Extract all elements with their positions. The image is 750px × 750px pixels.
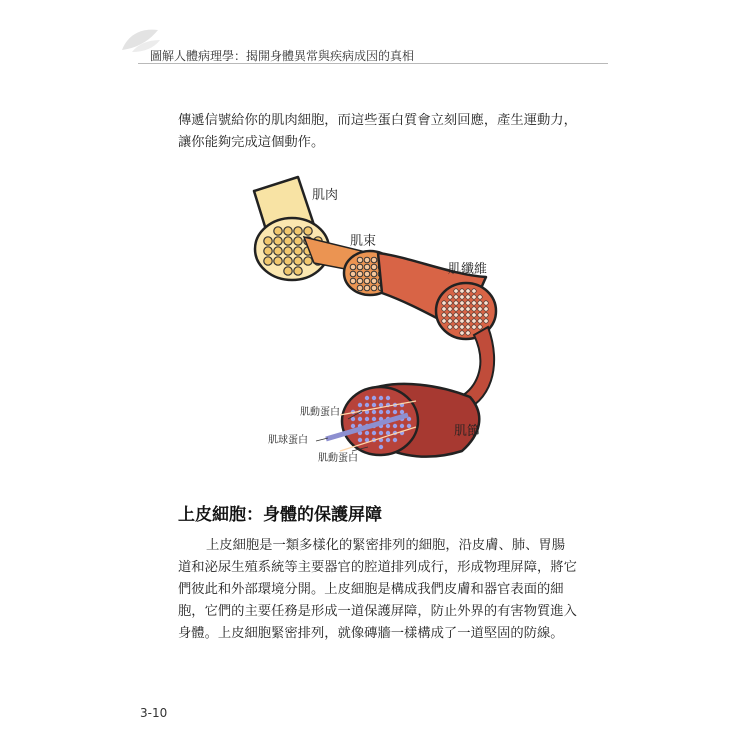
intro-paragraph: 傳遞信號給你的肌肉細胞，而這些蛋白質會立刻回應，產生運動力，讓你能夠完成這個動作。 bbox=[178, 113, 577, 150]
label-actin-top: 肌動蛋白 bbox=[300, 407, 340, 418]
label-sarcomere: 肌節 bbox=[454, 424, 481, 439]
label-actin-bottom: 肌動蛋白 bbox=[318, 453, 358, 464]
section-heading: 上皮細胞：身體的保護屏障 bbox=[178, 505, 382, 525]
label-muscle: 肌肉 bbox=[312, 188, 339, 203]
header-rule bbox=[138, 63, 608, 64]
section-body-paragraph: 上皮細胞是一類多樣化的緊密排列的細胞，沿皮膚、肺、胃腸道和泌尿生殖系統等主要器官的腔道排列成行，形成物理屏障，將它們彼此和外部環境分開。上皮細胞是構成我們皮膚和器官表面的細胞，它們的主要任務是形成一道保護屏障，防止外界的有害物質進入身體。上皮細胞緊密排列，就像磚牆一樣構成了一道堅固的防線。 bbox=[178, 538, 577, 641]
label-myosin: 肌球蛋白 bbox=[268, 435, 308, 446]
label-fascicle: 肌束 bbox=[350, 234, 377, 249]
page-number: 3-10 bbox=[140, 706, 168, 720]
running-header-title: 圖解人體病理學：揭開身體異常與疾病成因的真相 bbox=[150, 49, 415, 63]
sarcomere-shape bbox=[326, 384, 479, 457]
label-fiber: 肌纖維 bbox=[448, 262, 488, 277]
muscle-structure-diagram bbox=[230, 165, 530, 475]
